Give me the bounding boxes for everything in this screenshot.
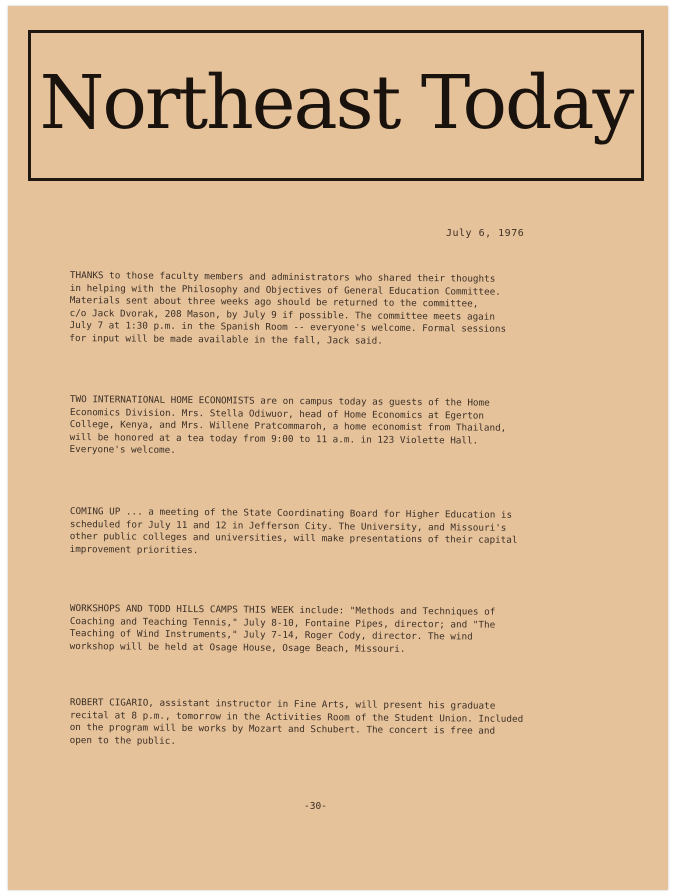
item-line: TWO INTERNATIONAL HOME ECONOMISTS are on campus today as guests of the Home	[69, 394, 490, 409]
news-item-workshops	[70, 603, 590, 658]
newsletter-page	[8, 6, 668, 890]
item-line: workshop will be held at Osage House, Osage Beach, Missouri.	[69, 640, 406, 655]
item-line: scheduled for July 11 and 12 in Jefferson City. The University, and Missouri's	[69, 518, 507, 534]
item-line: for input will be made available in the fall, Jack said.	[69, 332, 383, 347]
item-line: THANKS to those faculty members and administrators who shared their thoughts	[69, 270, 496, 285]
item-line: ROBERT CIGARIO, assistant instructor in Fine Arts, will present his graduate	[69, 697, 496, 712]
item-line: Teaching of Wind Instruments," July 7-14, Roger Cody, director. The wind	[69, 628, 473, 643]
item-line: open to the public.	[69, 734, 177, 747]
news-item-home-economists	[69, 394, 590, 462]
item-line: Economics Division. Mrs. Stella Odiwuor, head of Home Economics at Egerton	[69, 406, 485, 422]
news-item-recital	[70, 697, 590, 752]
item-line: College, Kenya, and Mrs. Willene Pratcommaroh, a home economist from Thailand,	[69, 419, 507, 434]
end-mark: -30-	[304, 801, 327, 812]
news-item-faculty-thanks	[69, 270, 590, 350]
item-line: will be honored at a tea today from 9:00 to 11 a.m. in 123 Violette Hall.	[69, 431, 479, 447]
item-line: Coaching and Teaching Tennis," July 8-10, Fontaine Pipes, director; and "The	[69, 615, 496, 631]
item-line: recital at 8 p.m., tomorrow in the Activities Room of the Student Union. Included	[69, 709, 524, 725]
masthead	[28, 30, 644, 181]
item-line: WORKSHOPS AND TODD HILLS CAMPS THIS WEEK include: "Methods and Techniques of	[69, 603, 496, 618]
masthead-title: Northeast Today	[39, 59, 633, 146]
item-line: c/o Jack Dvorak, 208 Mason, by July 9 if possible. The committee meets again	[69, 307, 496, 323]
dateline: July 6, 1976	[446, 228, 525, 239]
item-line: Everyone's welcome.	[69, 444, 176, 457]
item-line: on the program will be works by Mozart and Schubert. The concert is free and	[69, 722, 496, 737]
item-line: in helping with the Philosophy and Objectives of General Education Committee.	[69, 282, 501, 298]
item-line: improvement priorities.	[69, 543, 199, 556]
item-line: COMING UP ... a meeting of the State Coordinating Board for Higher Education is	[69, 506, 513, 521]
item-line: July 7 at 1:30 p.m. in the Spanish Room -- everyone's welcome. Formal sessions	[69, 320, 507, 336]
item-line: Materials sent about three weeks ago should be returned to the committee,	[69, 295, 479, 310]
news-item-coordinating-board	[70, 506, 590, 561]
item-line: other public colleges and universities, will make presentations of their capital	[69, 531, 518, 547]
